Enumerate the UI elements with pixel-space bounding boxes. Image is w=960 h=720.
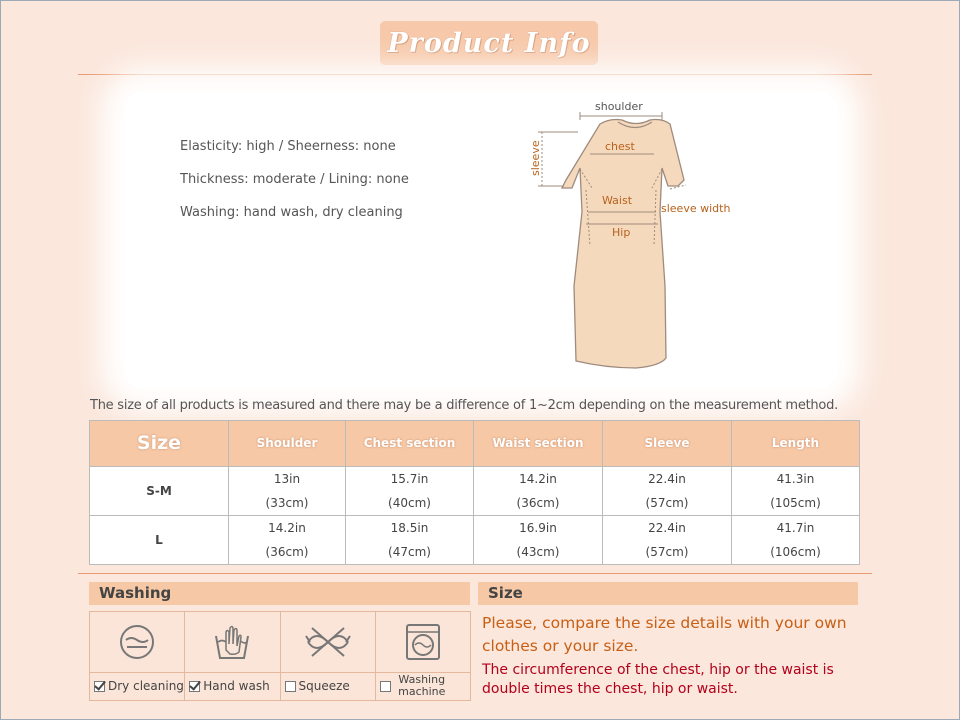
cell-length: 41.3in (105cm)	[732, 467, 860, 516]
measurement-note: The size of all products is measured and there may be a difference of 1~2cm depending on the measurement method.	[90, 398, 839, 413]
header-length: Length	[732, 421, 860, 467]
washing-machine-label: Washing machine	[398, 673, 446, 699]
cell-waist: 16.9in (43cm)	[474, 516, 603, 565]
attribute-washing: Washing: hand wash, dry cleaning	[180, 205, 403, 220]
hand-wash-icon	[185, 612, 279, 673]
label-sleeve-width: sleeve width	[661, 202, 731, 215]
dry-cleaning-icon	[90, 612, 184, 673]
cell-chest: 18.5in (47cm)	[346, 516, 474, 565]
squeeze-label: Squeeze	[298, 679, 350, 694]
page-title: Product Info	[387, 27, 591, 59]
size-name: S-M	[90, 467, 229, 516]
attribute-list	[180, 140, 409, 239]
washing-heading: Washing	[89, 582, 470, 605]
dry-cleaning-label: Dry cleaning	[108, 679, 184, 694]
wash-option-squeeze	[280, 611, 376, 701]
cell-waist: 14.2in (36cm)	[474, 467, 603, 516]
dress-diagram	[520, 96, 770, 376]
size-table	[89, 420, 860, 565]
cell-chest: 15.7in (40cm)	[346, 467, 474, 516]
dress-illustration	[520, 96, 770, 376]
label-hip: Hip	[612, 226, 631, 239]
header-waist: Waist section	[474, 421, 603, 467]
dress-shape	[562, 120, 684, 369]
cell-length: 41.7in (106cm)	[732, 516, 860, 565]
wash-option-hand-wash	[184, 611, 280, 701]
hand-wash-label: Hand wash	[203, 679, 270, 694]
hand-wash-checkbox[interactable]	[189, 681, 200, 692]
header-sleeve: Sleeve	[603, 421, 732, 467]
washing-machine-icon	[376, 612, 470, 673]
squeeze-checkbox[interactable]	[285, 681, 296, 692]
attribute-elasticity: Elasticity: high / Sheerness: none	[180, 139, 396, 154]
title-banner	[380, 21, 598, 65]
table-row	[90, 516, 860, 565]
attribute-thickness: Thickness: moderate / Lining: none	[180, 172, 409, 187]
header-shoulder: Shoulder	[229, 421, 346, 467]
label-sleeve: sleeve	[529, 140, 542, 176]
cell-sleeve: 22.4in (57cm)	[603, 516, 732, 565]
washing-options	[89, 611, 470, 701]
washing-machine-checkbox[interactable]	[380, 681, 391, 692]
table-row	[90, 467, 860, 516]
label-chest: chest	[605, 140, 635, 153]
size-warning: The circumference of the chest, hip or the waist is double times the chest, hip or waist.	[482, 662, 834, 697]
dry-cleaning-checkbox[interactable]	[94, 681, 105, 692]
label-shoulder: shoulder	[595, 100, 643, 113]
cell-shoulder: 14.2in (36cm)	[229, 516, 346, 565]
mid-divider	[78, 573, 872, 574]
cell-sleeve: 22.4in (57cm)	[603, 467, 732, 516]
top-divider	[78, 74, 872, 75]
size-table-header	[90, 421, 860, 467]
header-chest: Chest section	[346, 421, 474, 467]
size-name: L	[90, 516, 229, 565]
size-description: Please, compare the size details with your own clothes or your size.	[482, 614, 847, 655]
size-heading: Size	[478, 582, 858, 605]
label-waist: Waist	[602, 194, 633, 207]
wash-option-washing-machine	[375, 611, 471, 701]
cell-shoulder: 13in (33cm)	[229, 467, 346, 516]
wash-option-dry-cleaning	[89, 611, 185, 701]
header-size: Size	[90, 421, 229, 467]
no-wring-icon	[281, 612, 375, 673]
